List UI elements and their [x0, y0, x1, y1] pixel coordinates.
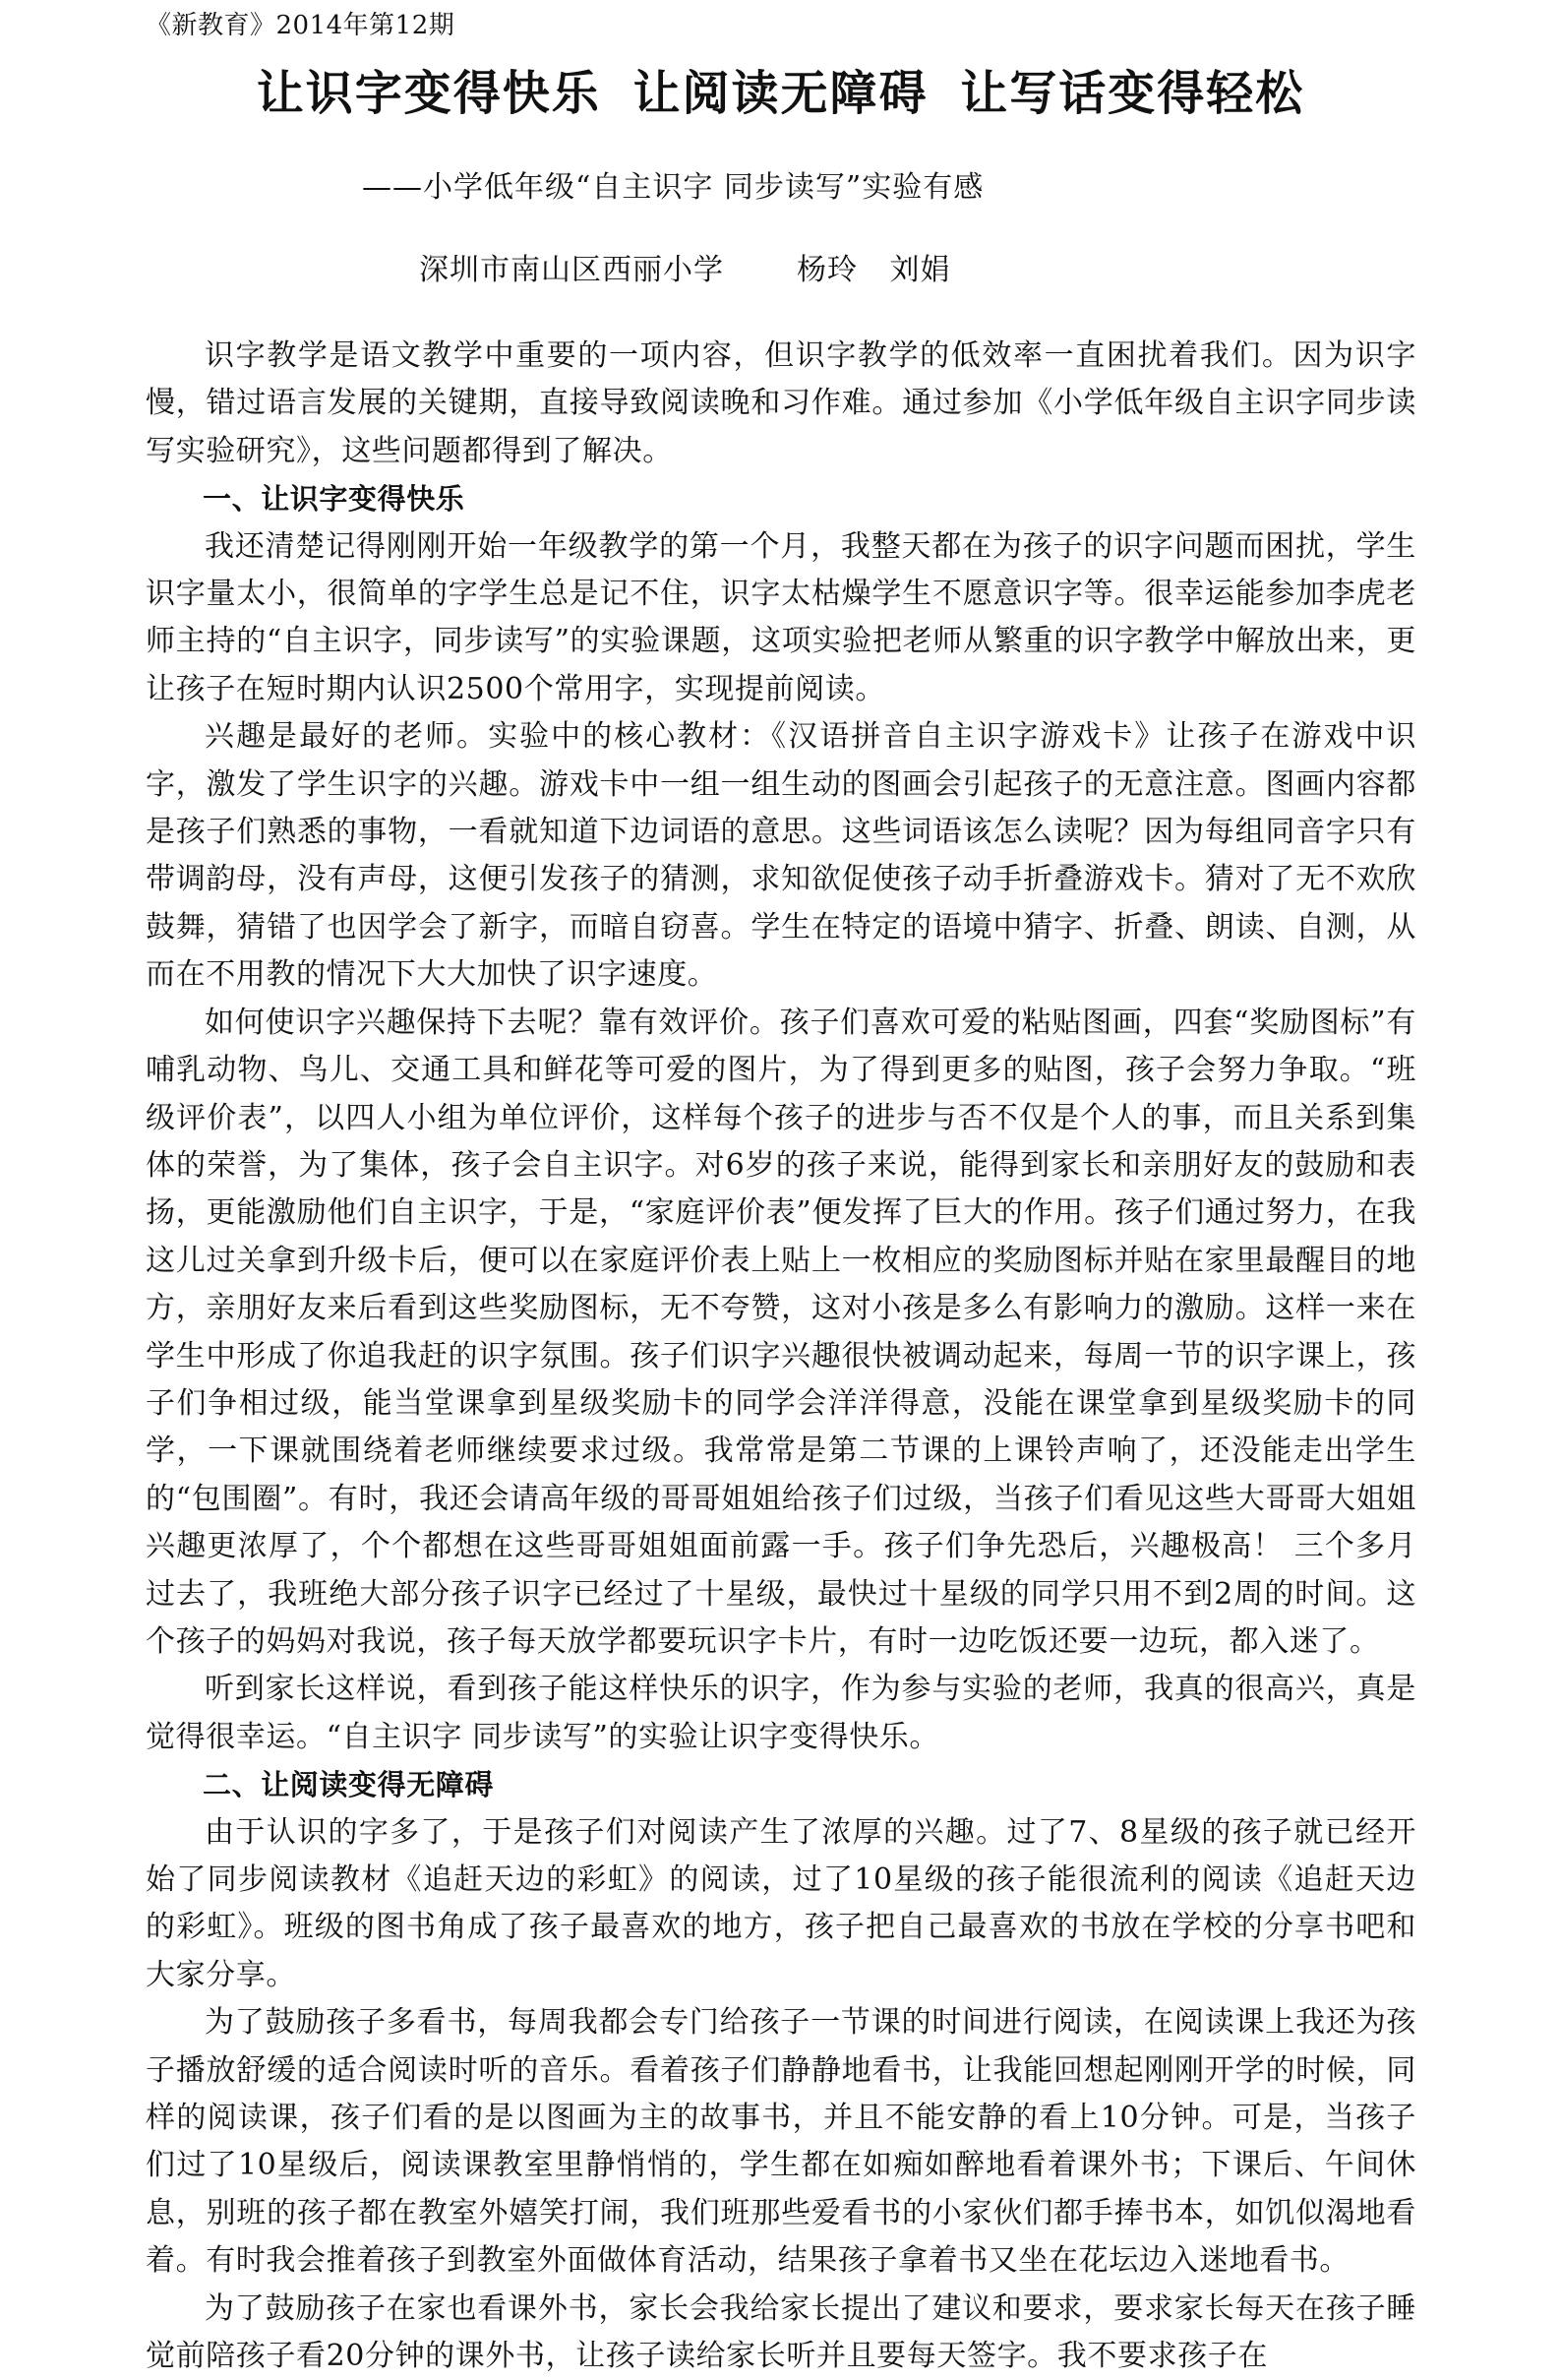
paragraph: 我还清楚记得刚刚开始一年级教学的第一个月，我整天都在为孩子的识字问题而困扰，学生识字量太小，很简单的字学生总是记不住，识字太枯燥学生不愿意识字等。很幸运能参加李虎老师主持的“自主识字，同步读写”的实验课题，这项实验把老师从繁重的识字教学中解放出来，更让孩子在短时期内认识2500个常用字，实现提前阅读。 — [146, 528, 1416, 706]
paragraph: 如何使识字兴趣保持下去呢？靠有效评价。孩子们喜欢可爱的粘贴图画，四套“奖励图标”有哺乳动物、鸟儿、交通工具和鲜花等可爱的图片，为了得到更多的贴图，孩子会努力争取。“班级评价表”，以四人小组为单位评价，这样每个孩子的进步与否不仅是个人的事，而且关系到集体的荣誉，为了集体，孩子会自主识字。对6岁的孩子来说，能得到家长和亲朋好友的鼓励和表扬，更能激励他们自主识字，于是，“家庭评价表”便发挥了巨大的作用。孩子们通过努力，在我这儿过关拿到升级卡后，便可以在家庭评价表上贴上一枚相应的奖励图标并贴在家里最醒目的地方，亲朋好友来后看到这些奖励图标，无不夸赞，这对小孩是多么有影响力的激励。这样一来在学生中形成了你追我赶的识字氛围。孩子们识字兴趣很快被调动起来，每周一节的识字课上，孩子们争相过级，能当堂课拿到星级奖励卡的同学会洋洋得意，没能在课堂拿到星级奖励卡的同学，一下课就围绕着老师继续要求过级。我常常是第二节课的上课铃声响了，还没能走出学生的“包围圈”。有时，我还会请高年级的哥哥姐姐给孩子们过级，当孩子们看见这些大哥哥大姐姐兴趣更浓厚了，个个都想在这些哥哥姐姐面前露一手。孩子们争先恐后，兴趣极高！ 三个多月过去了，我班绝大部分孩子识字已经过了十星级，最快过十星级的同学只用不到2周的时间。这个孩子的妈妈对我说，孩子每天放学都要玩识字卡片，有时一边吃饭还要一边玩，都入迷了。 — [146, 1005, 1417, 1659]
intro-paragraph: 识字教学是语文教学中重要的一项内容，但识字教学的低效率一直困扰着我们。因为识字慢，错过语言发展的关键期，直接导致阅读晚和习作难。通过参加《小学低年级自主识字同步读写实验研究》，这些问题都得到了解决。 — [146, 338, 1416, 468]
paragraph: 兴趣是最好的老师。实验中的核心教材：《汉语拼音自主识字游戏卡》让孩子在游戏中识字，激发了学生识字的兴趣。游戏卡中一组一组生动的图画会引起孩子的无意注意。图画内容都是孩子们熟悉的事物，一看就知道下边词语的意思。这些词语该怎么读呢？因为每组同音字只有带调韵母，没有声母，这便引发孩子的猜测，求知欲促使孩子动手折叠游戏卡。猜对了无不欢欣鼓舞，猜错了也因学会了新字，而暗自窃喜。学生在特定的语境中猜字、折叠、朗读、自测，从而在不用教的情况下大大加快了识字速度。 — [146, 719, 1416, 993]
paragraph: 为了鼓励孩子在家也看课外书，家长会我给家长提出了建议和要求，要求家长每天在孩子睡觉前陪孩子看20分钟的课外书，让孩子读给家长听并且要每天签字。我不要求孩子在 — [146, 2290, 1416, 2374]
article-subtitle: ——小学低年级“自主识字 同步读写”实验有感 — [362, 170, 985, 205]
running-header: 《新教育》2014年第12期 — [146, 11, 455, 40]
paragraph: 为了鼓励孩子多看书，每周我都会专门给孩子一节课的时间进行阅读，在阅读课上我还为孩子播放舒缓的适合阅读时听的音乐。看着孩子们静静地看书，让我能回想起刚刚开学的时候，同样的阅读课，孩子们看的是以图画为主的故事书，并且不能安静的看上10分钟。可是，当孩子们过了10星级后，阅读课教室里静悄悄的，学生都在如痴如醉地看着课外书；下课后、午间休息，别班的孩子都在教室外嬉笑打闹，我们班那些爱看书的小家伙们都手捧书本，如饥似渴地看着。有时我会推着孩子到教室外面做体育活动，结果孩子拿着书又坐在花坛边入迷地看书。 — [146, 2005, 1416, 2279]
article-title: 让识字变得快乐 让阅读无障碍 让写话变得轻松 — [256, 66, 1305, 121]
paragraph: 由于认识的字多了，于是孩子们对阅读产生了浓厚的兴趣。过了7、8星级的孩子就已经开始了同步阅读教材《追赶天边的彩虹》的阅读，过了10星级的孩子能很流利的阅读《追赶天边的彩虹》。班级的图书角成了孩子最喜欢的地方，孩子把自己最喜欢的书放在学校的分享书吧和大家分享。 — [146, 1814, 1416, 1992]
paragraph: 听到家长这样说，看到孩子能这样快乐的识字，作为参与实验的老师，我真的很高兴，真是觉得很幸运。“自主识字 同步读写”的实验让识字变得快乐。 — [146, 1672, 1416, 1754]
article-body — [146, 333, 1416, 2380]
author-names: 杨玲 刘娟 — [797, 253, 951, 287]
section-heading-2: 二、让阅读变得无障碍 — [203, 1768, 495, 1802]
author-school: 深圳市南山区西丽小学 — [419, 253, 724, 287]
section-heading-1: 一、让识字变得快乐 — [203, 482, 465, 517]
byline — [419, 248, 951, 293]
